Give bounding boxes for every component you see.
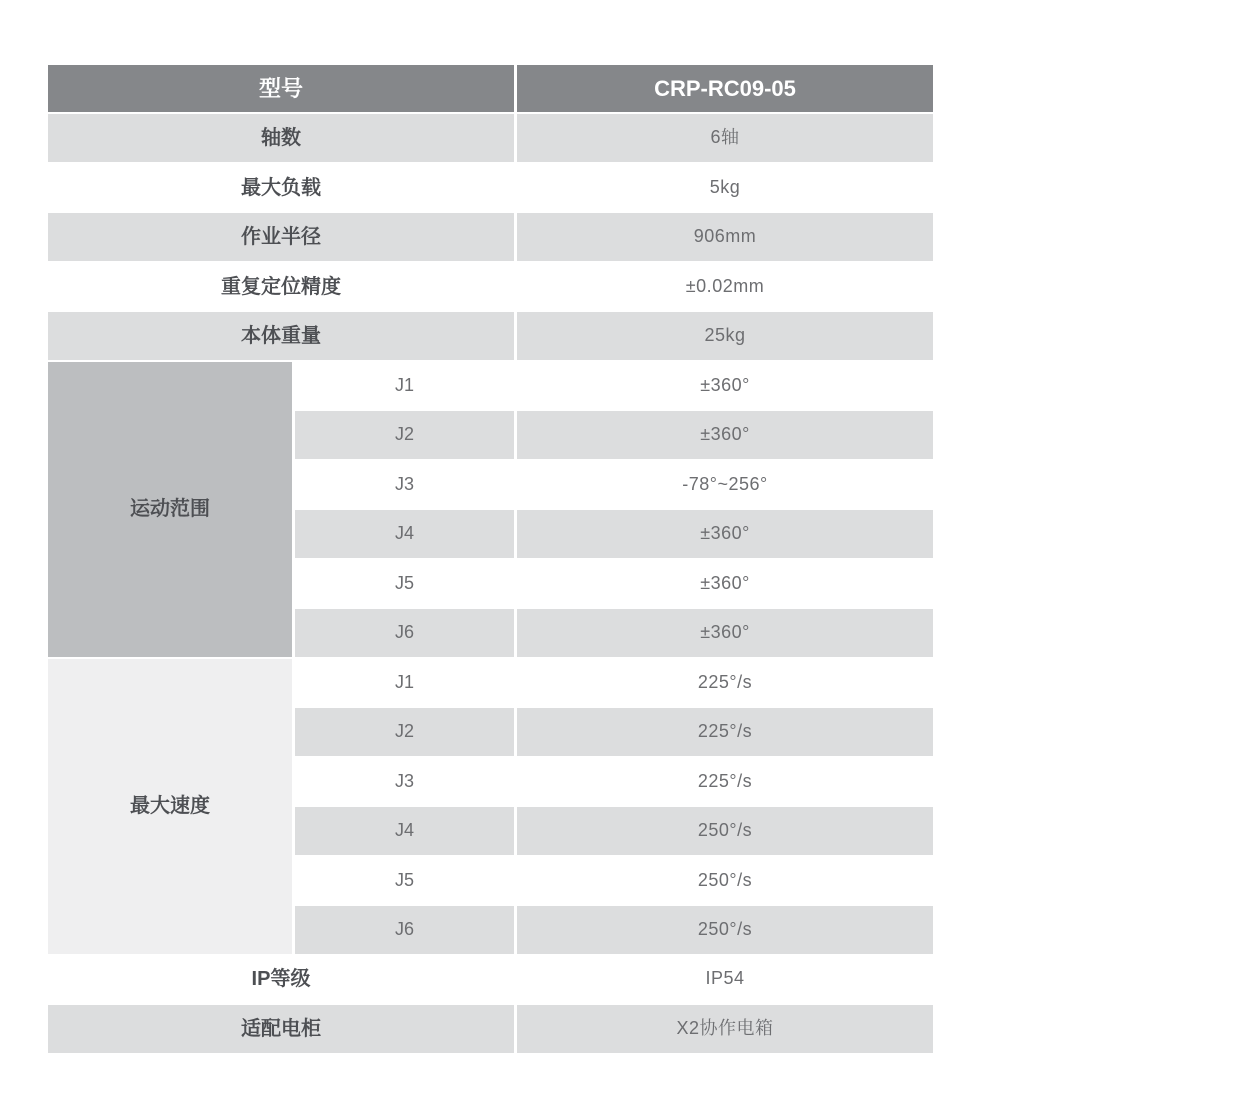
row-label-cell: 重复定位精度 <box>48 263 514 310</box>
axis-value-cell: 225°/s <box>517 758 933 805</box>
axis-cell: J1 <box>295 362 514 409</box>
row-label-cell: 适配电柜 <box>48 1005 514 1052</box>
axis-cell: J3 <box>295 461 514 508</box>
row-value-cell: X2协作电箱 <box>517 1005 933 1052</box>
axis-cell: J3 <box>295 758 514 805</box>
axis-cell: J2 <box>295 708 514 755</box>
row-value-cell: 25kg <box>517 312 933 359</box>
axis-value-cell: 225°/s <box>517 659 933 706</box>
axis-value-cell: 250°/s <box>517 906 933 953</box>
axis-value-cell: ±360° <box>517 510 933 557</box>
row-label-cell: 轴数 <box>48 114 514 161</box>
axis-cell: J2 <box>295 411 514 458</box>
axis-cell: J6 <box>295 609 514 656</box>
model-header-value-cell: CRP-RC09-05 <box>517 65 933 112</box>
row-value-cell: 6轴 <box>517 114 933 161</box>
group-label-cell: 运动范围 <box>48 362 292 657</box>
model-header-label-cell: 型号 <box>48 65 514 112</box>
axis-value-cell: ±360° <box>517 411 933 458</box>
row-value-cell: ±0.02mm <box>517 263 933 310</box>
axis-value-cell: ±360° <box>517 560 933 607</box>
row-label-cell: 最大负载 <box>48 164 514 211</box>
axis-cell: J5 <box>295 560 514 607</box>
axis-cell: J4 <box>295 510 514 557</box>
axis-value-cell: -78°~256° <box>517 461 933 508</box>
row-value-cell: IP54 <box>517 956 933 1003</box>
axis-value-cell: ±360° <box>517 609 933 656</box>
axis-cell: J1 <box>295 659 514 706</box>
group-label-cell: 最大速度 <box>48 659 292 954</box>
row-value-cell: 906mm <box>517 213 933 260</box>
axis-value-cell: 225°/s <box>517 708 933 755</box>
row-label-cell: 本体重量 <box>48 312 514 359</box>
axis-cell: J4 <box>295 807 514 854</box>
axis-value-cell: 250°/s <box>517 807 933 854</box>
row-label-cell: 作业半径 <box>48 213 514 260</box>
row-label-cell: IP等级 <box>48 956 514 1003</box>
axis-value-cell: ±360° <box>517 362 933 409</box>
axis-value-cell: 250°/s <box>517 857 933 904</box>
axis-cell: J5 <box>295 857 514 904</box>
spec-table <box>48 65 933 1053</box>
axis-cell: J6 <box>295 906 514 953</box>
row-value-cell: 5kg <box>517 164 933 211</box>
